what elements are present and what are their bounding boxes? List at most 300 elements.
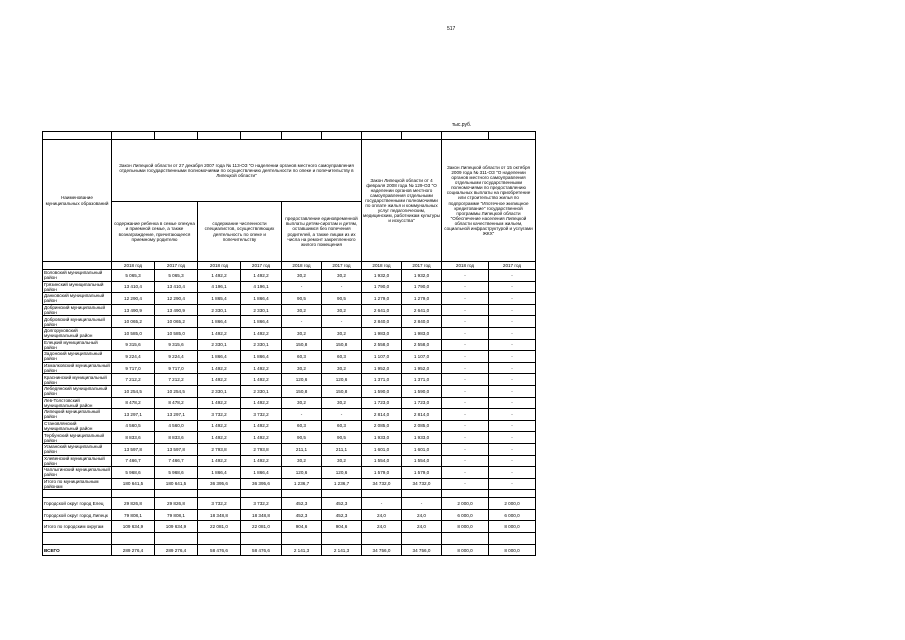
row-value: - [489,339,536,351]
row-value: 2 141,3 [282,545,322,556]
table-row [43,362,536,374]
header-law2: Закон Липецкой области от 4 февраля 2008 года № 129-ОЗ "О наделении органов местного самоуправления отдельными государственными полномочиями по оплате жилья и коммунальных услуг педагогическим, медицинским, работникам культуры и искусства" [362,140,442,262]
table-row [43,374,536,386]
row-value: 24,0 [402,521,442,533]
row-value: - [322,281,362,293]
row-value: 1 492,2 [198,420,241,432]
row-value: 30,2 [322,304,362,316]
row-value: 211,1 [282,443,322,455]
row-value: 79 808,1 [112,509,155,521]
spacer-cell [112,490,155,498]
top-spacer-row [43,132,536,140]
table-row [43,304,536,316]
row-value: 9 717,0 [155,362,198,374]
row-value: 3 732,2 [198,409,241,421]
row-value: 1 932,0 [362,270,402,282]
row-value: 1 554,0 [362,455,402,467]
row-value: 2 641,0 [402,304,442,316]
row-value: 22 081,0 [241,521,282,533]
row-value: 150,8 [282,385,322,397]
row-value: 1 492,2 [198,374,241,386]
row-value: - [282,281,322,293]
row-value: 13 597,8 [155,443,198,455]
row-value: - [489,316,536,328]
row-value: - [442,455,489,467]
row-value: 1 983,0 [402,327,442,339]
row-value: 452,3 [322,498,362,510]
row-value: 30,2 [322,270,362,282]
row-value: 58 476,6 [241,545,282,556]
row-value: 1 492,2 [198,455,241,467]
row-value: 9 315,6 [155,339,198,351]
spacer-cell [402,490,442,498]
row-value: 289 276,4 [155,545,198,556]
row-name: Городской округ город Елец [43,498,112,510]
row-value: - [442,339,489,351]
row-value: 30,2 [282,455,322,467]
row-value: 1 492,2 [241,362,282,374]
row-name: Усманский муниципальный район [43,443,112,455]
row-value: 211,1 [322,443,362,455]
row-value: 60,3 [322,351,362,363]
row-name: ВСЕГО [43,545,112,556]
row-value: 30,2 [282,327,322,339]
row-value: 10 065,2 [155,316,198,328]
row-value: 34 732,0 [362,478,402,490]
row-value: - [442,293,489,305]
row-value: 1 371,0 [402,374,442,386]
row-name: Лев-Толстовский муниципальный район [43,397,112,409]
year-3: 2018 год [198,262,241,270]
row-value: 1 492,2 [241,432,282,444]
row-value: 30,2 [322,362,362,374]
header-law1: Закон Липецкой области от 27 декабря 2007 года № 113-ОЗ "О наделении органов местного самоуправления отдельными государственными полномочиями по осуществлению деятельности по опеке и попечительству в Липецкой области" [112,140,362,202]
row-value: 18 348,8 [198,509,241,521]
spacer-cell [198,490,241,498]
row-value: - [442,478,489,490]
row-value: - [489,397,536,409]
row-value: - [442,432,489,444]
row-value: 8 833,6 [155,432,198,444]
row-value: 4 196,1 [198,281,241,293]
row-value: 452,3 [322,509,362,521]
spacer-cell [442,533,489,545]
row-value: 109 634,9 [155,521,198,533]
row-value: 1 554,0 [402,455,442,467]
header-row-law [43,140,536,202]
row-value: 2 085,0 [362,420,402,432]
row-value: 3 732,2 [241,498,282,510]
row-value: 5 065,3 [155,270,198,282]
row-value: 1 601,0 [362,443,402,455]
table-row [43,443,536,455]
row-name: Чаплыгинский муниципальный район [44,467,110,478]
row-value: 30,2 [322,397,362,409]
row-value: 13 490,9 [112,304,155,316]
row-value: 120,6 [282,374,322,386]
row-value: 24,0 [402,509,442,521]
row-value: 2 085,0 [402,420,442,432]
row-value: 6 000,0 [442,509,489,521]
row-value: 1 866,4 [198,316,241,328]
row-value: 30,2 [282,362,322,374]
table-row [43,455,536,467]
row-value: 2 330,1 [241,385,282,397]
row-value: 2 793,8 [198,443,241,455]
row-value: 60,3 [282,420,322,432]
row-value: 2 330,1 [241,304,282,316]
row-value: 36 395,6 [241,478,282,490]
row-value: 2 558,0 [362,339,402,351]
row-value: 1 866,4 [241,351,282,363]
row-value: 452,3 [282,509,322,521]
row-name: Краснинский муниципальный район [43,374,112,386]
row-value: - [442,316,489,328]
spacer-cell [489,490,536,498]
row-value: 2 814,0 [362,409,402,421]
row-value: - [402,498,442,510]
row-value: 1 790,0 [402,281,442,293]
spacer-cell [442,490,489,498]
row-value: 1 866,4 [241,316,282,328]
row-value: 904,6 [282,521,322,533]
row-name: Воловский муниципальный район [43,270,112,282]
row-value: 10 585,0 [155,327,198,339]
row-name: Итого по муниципальным районам [43,478,112,490]
row-value: 22 081,0 [198,521,241,533]
row-value: 1 579,0 [402,467,442,479]
year-8: 2017 год [402,262,442,270]
row-value: 180 641,5 [112,478,155,490]
spacer-cell [43,533,112,545]
row-value: 5 968,6 [155,467,198,479]
header-law3: Закон Липецкой области от 15 октября 2009 года № 311-ОЗ "О наделении органов местного самоуправления отдельными государственными полномочиями по предоставлению социальных выплаты на приобретение или строительство жилья по подпрограмме "Ипотечное жилищное кредитование" государственной программы Липецкой области "Обеспечение населения Липецкой области качественным жильем, социальной инфраструктурой и услугами ЖКХ" [442,140,536,262]
row-value: 34 756,0 [362,545,402,556]
row-value: 1 601,0 [402,443,442,455]
row-value: - [442,374,489,386]
row-value: - [489,432,536,444]
spacer-cell [155,490,198,498]
year-10: 2017 год [489,262,536,270]
row-value: 1 866,4 [198,351,241,363]
row-value: 8 000,0 [442,521,489,533]
table-row [43,498,536,510]
spacer-row [43,533,536,545]
row-value: 1 492,2 [241,270,282,282]
row-value: 5 065,3 [112,270,155,282]
row-value: 18 348,8 [241,509,282,521]
row-value: - [489,281,536,293]
row-value: 34 756,0 [402,545,442,556]
row-value: 2 330,1 [198,385,241,397]
spacer-cell [112,533,155,545]
row-value: 2 000,0 [442,498,489,510]
row-value: 30,2 [282,397,322,409]
row-value: - [442,304,489,316]
spacer-cell [322,490,362,498]
row-value: 1 790,0 [362,281,402,293]
spacer-cell [241,533,282,545]
row-value: 90,5 [322,293,362,305]
row-value: 1 932,0 [402,270,442,282]
row-value: 8 000,0 [442,545,489,556]
table-row [43,270,536,282]
row-value: 1 983,0 [362,327,402,339]
row-value: 9 224,4 [155,351,198,363]
row-value: 13 597,8 [112,443,155,455]
row-value: 1 492,2 [198,270,241,282]
table-row [43,397,536,409]
row-value: 120,6 [282,467,322,479]
row-value: 8 000,0 [489,521,536,533]
row-value: - [489,304,536,316]
row-value: 2 641,0 [362,304,402,316]
row-value: 1 723,0 [402,397,442,409]
spacer-cell [43,490,112,498]
row-name: Измалковский муниципальный район [44,363,110,374]
row-value: 7 212,2 [112,374,155,386]
row-value: 12 290,4 [112,293,155,305]
spacer-cell [198,533,241,545]
row-value: 1 579,0 [362,467,402,479]
row-value: 1 492,2 [241,374,282,386]
row-name: Грязинский муниципальный район [43,281,112,293]
row-value: - [489,362,536,374]
row-value: 8 478,2 [112,397,155,409]
row-value: 2 141,3 [322,545,362,556]
row-value: 1 492,2 [198,362,241,374]
row-value: 13 297,1 [112,409,155,421]
budget-table [42,131,536,556]
row-value: 30,2 [282,270,322,282]
year-9: 2018 год [442,262,489,270]
row-value: 3 732,2 [241,409,282,421]
row-value: - [282,316,322,328]
spacer-cell [362,533,402,545]
row-value: 2 793,8 [241,443,282,455]
row-value: 12 290,4 [155,293,198,305]
header-sub3: предоставление единовременной выплаты детям-сиротам и детям, оставшимся без попечения родителей, а также лицам из их числа на ремонт закрепленного жилого помещения [282,202,362,262]
row-value: - [442,409,489,421]
row-value: 8 833,6 [112,432,155,444]
row-value: 30,2 [322,327,362,339]
row-value: - [489,478,536,490]
row-value: 7 212,2 [155,374,198,386]
row-value: - [489,270,536,282]
row-value: 9 315,6 [112,339,155,351]
row-value: 8 000,0 [489,545,536,556]
row-value: 109 634,9 [112,521,155,533]
row-value: 2 330,1 [241,339,282,351]
row-name: Городской округ город Липецк [43,509,112,521]
row-value: 10 254,5 [155,385,198,397]
row-value: 1 866,4 [241,293,282,305]
row-value: 452,3 [282,498,322,510]
spacer-cell [155,533,198,545]
spacer-cell [322,533,362,545]
row-name: Добровский муниципальный район [43,316,112,328]
row-value: - [442,327,489,339]
row-value: 120,6 [322,374,362,386]
row-value: - [442,467,489,479]
row-value: 24,0 [362,509,402,521]
row-name: Задонский муниципальный район [43,351,112,363]
row-value: - [362,498,402,510]
table-row [43,281,536,293]
row-value: 1 723,0 [362,397,402,409]
spacer-cell [241,490,282,498]
row-value: 13 490,9 [155,304,198,316]
row-value: 7 466,7 [112,455,155,467]
row-value: 6 000,0 [489,509,536,521]
row-value: - [489,443,536,455]
row-value: 24,0 [362,521,402,533]
spacer-row [43,490,536,498]
table-row [43,409,536,421]
row-value: 1 590,0 [402,385,442,397]
row-value: 1 371,0 [362,374,402,386]
table-row [43,478,536,490]
year-1: 2018 год [112,262,155,270]
row-value: 2 330,1 [198,304,241,316]
spacer-cell [362,490,402,498]
row-value: - [489,467,536,479]
row-name: Липецкий муниципальный район [43,409,112,421]
row-name: Хлевенский муниципальный район [43,455,112,467]
row-name: Долгоруковский муниципальный район [43,327,112,339]
table-row [43,432,536,444]
row-value: 1 492,2 [198,327,241,339]
row-value: 1 279,0 [402,293,442,305]
row-value: 1 866,4 [198,467,241,479]
row-value: - [489,374,536,386]
row-value: 9 717,0 [112,362,155,374]
row-value: - [282,409,322,421]
row-value: 150,8 [282,339,322,351]
table-row [43,351,536,363]
row-value: 1 107,0 [362,351,402,363]
table-row [43,545,536,556]
row-value: 1 107,0 [402,351,442,363]
row-value: 1 952,0 [402,362,442,374]
row-value: 1 236,7 [282,478,322,490]
row-value: 2 814,0 [402,409,442,421]
spacer-cell [489,533,536,545]
table-row [43,467,536,479]
row-value: 2 840,0 [402,316,442,328]
row-value: - [442,281,489,293]
row-value: 2 000,0 [489,498,536,510]
row-value: 90,5 [282,432,322,444]
table-row [43,316,536,328]
row-name: Данковский муниципальный район [43,293,112,305]
row-value: 904,6 [322,521,362,533]
row-value: 90,5 [282,293,322,305]
row-value: 34 732,0 [402,478,442,490]
row-value: - [489,420,536,432]
row-name: Добринский муниципальный район [43,304,112,316]
row-value: 4 196,1 [241,281,282,293]
row-value: - [442,443,489,455]
row-value: 13 410,4 [155,281,198,293]
year-blank [43,262,112,270]
row-value: - [322,409,362,421]
spacer-cell [282,533,322,545]
row-value: 180 641,5 [155,478,198,490]
row-value: 58 476,6 [198,545,241,556]
row-value: 13 297,1 [155,409,198,421]
row-value: - [489,327,536,339]
row-value: 1 866,4 [241,467,282,479]
row-value: 36 395,6 [198,478,241,490]
page-number: 517 [447,26,456,32]
row-value: - [489,385,536,397]
year-6: 2017 год [322,262,362,270]
row-value: - [322,316,362,328]
row-name: Становлянский муниципальный район [43,420,112,432]
row-value: 1 279,0 [362,293,402,305]
header-name: Наименование муниципальных образований [43,140,112,262]
row-value: 1 492,2 [241,455,282,467]
row-value: 7 466,7 [155,455,198,467]
row-value: 4 560,0 [155,420,198,432]
units-label: тыс.руб. [452,122,472,128]
row-value: 29 826,8 [112,498,155,510]
row-value: 60,3 [282,351,322,363]
row-value: 10 065,2 [112,316,155,328]
row-value: 4 560,5 [112,420,155,432]
row-value: - [442,385,489,397]
header-years-row [43,262,536,270]
row-value: 2 840,0 [362,316,402,328]
header-sub1: содержание ребенка в семье опекуна и приемной семье, а также вознаграждение, причитающееся приемному родителю [112,202,198,262]
row-value: 1 952,0 [362,362,402,374]
row-value: 90,5 [322,432,362,444]
year-5: 2018 год [282,262,322,270]
table-row [43,420,536,432]
spacer-cell [402,533,442,545]
row-value: 13 410,4 [112,281,155,293]
table-row [43,521,536,533]
row-value: 150,8 [322,385,362,397]
row-value: 1 492,2 [198,432,241,444]
row-value: 10 254,5 [112,385,155,397]
row-value: 289 276,4 [112,545,155,556]
year-7: 2018 год [362,262,402,270]
row-value: 1 492,2 [241,327,282,339]
year-2: 2017 год [155,262,198,270]
row-value: 1 492,2 [198,397,241,409]
row-value: - [442,270,489,282]
row-value: 1 236,7 [322,478,362,490]
row-value: 2 330,1 [198,339,241,351]
row-value: 79 808,1 [155,509,198,521]
table-row [43,509,536,521]
row-value: - [442,397,489,409]
row-value: 150,8 [322,339,362,351]
row-value: - [489,409,536,421]
row-value: 1 933,0 [362,432,402,444]
row-value: 30,2 [282,304,322,316]
row-value: 60,3 [322,420,362,432]
spacer-cell [282,490,322,498]
table-row [43,293,536,305]
row-name: Елецкий муниципальный район [43,339,112,351]
row-value: - [489,293,536,305]
row-value: - [442,351,489,363]
row-value: 1 492,2 [241,397,282,409]
row-value: 120,6 [322,467,362,479]
